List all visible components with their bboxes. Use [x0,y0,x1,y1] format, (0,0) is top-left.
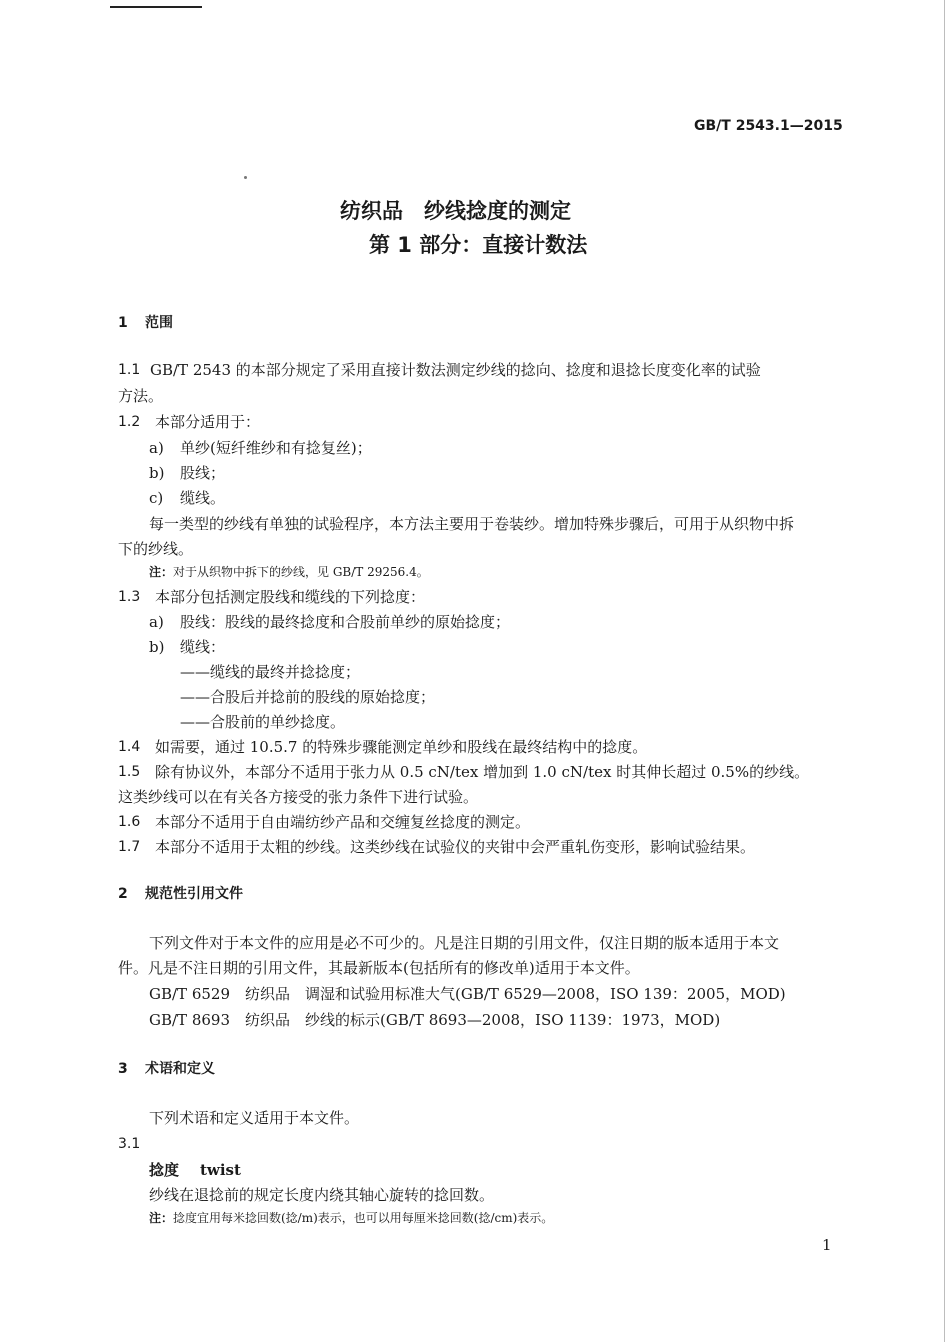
reference-item: GB/T 6529 纺织品 调湿和试验用标准大气(GB/T 6529—2008，ISO 139：2005，MOD) [149,985,786,1003]
clause-1-6-text: 本部分不适用于自由端纺纱产品和交缠复丝捻度的测定。 [155,813,531,831]
list-item-mark: b) [149,464,165,482]
scan-edge [944,0,945,1342]
dash-item: ——合股后并捻前的股线的原始捻度； [180,688,436,706]
note-text: 对于从织物中拆下的纱线，见 GB/T 29256.4。 [173,565,429,579]
clause-1-1-text: GB/T 2543 的本部分规定了采用直接计数法测定纱线的捻向、捻度和退捻长度变化率的试验 [150,361,761,379]
standard-code: GB/T 2543.1—2015 [694,118,843,134]
list-item: 单纱(短纤维纱和有捻复丝)； [180,439,372,457]
dash-item: ——合股前的单纱捻度。 [180,713,346,731]
page-number: 1 [822,1236,832,1254]
dash-item: ——缆线的最终并捻捻度； [180,663,361,681]
term-english: twist [200,1161,241,1179]
clause-1-4-text: 如需要，通过 10.5.7 的特殊步骤能测定单纱和股线在最终结构中的捻度。 [155,738,648,756]
section-1-title: 范围 [145,315,173,331]
clause-1-5-text-cont: 这类纱线可以在有关各方接受的张力条件下进行试验。 [118,788,479,806]
section-3-number: 3 [118,1061,128,1077]
clause-1-5-text: 除有协议外，本部分不适用于张力从 0.5 cN/tex 增加到 1.0 cN/tex 时其伸长超过 0.5%的纱线。 [155,763,810,781]
clause-1-4-number: 1.4 [118,739,141,755]
list-item-mark: b) [149,638,165,656]
section-1-number: 1 [118,315,128,331]
clause-1-2-number: 1.2 [118,414,141,430]
term-definition: 纱线在退捻前的规定长度内绕其轴心旋转的捻回数。 [149,1186,495,1204]
list-item-mark: a) [149,439,164,457]
list-item: 股线； [180,464,226,482]
note-label: 注： [149,1211,174,1225]
term-chinese: 捻度 [149,1161,180,1179]
list-item: 缆线。 [180,489,226,507]
references-paragraph: 下列文件对于本文件的应用是必不可少的。凡是注日期的引用文件，仅注日期的版本适用于本文 [149,934,780,952]
title-line-2: 第 1 部分：直接计数法 [369,233,588,257]
scope-paragraph: 每一类型的纱线有单独的试验程序，本方法主要用于卷装纱。增加特殊步骤后，可用于从织物中拆 [149,515,795,533]
clause-1-3-text: 本部分包括测定股线和缆线的下列捻度： [155,588,426,606]
reference-item: GB/T 8693 纺织品 纱线的标示(GB/T 8693—2008，ISO 1139：1973，MOD) [149,1011,721,1029]
note-label: 注： [149,565,174,579]
section-2-number: 2 [118,886,128,902]
clause-1-1-text-cont: 方法。 [118,387,164,405]
clause-1-3-number: 1.3 [118,589,141,605]
title-line-1: 纺织品 纱线捻度的测定 [340,199,571,223]
clause-1-6-number: 1.6 [118,814,141,830]
clause-1-1-number: 1.1 [118,362,141,378]
section-3-title: 术语和定义 [145,1061,215,1077]
list-item-mark: a) [149,613,164,631]
list-item: 缆线： [180,638,226,656]
scope-paragraph-cont: 下的纱线。 [118,540,194,558]
term-number: 3.1 [118,1136,141,1152]
section-2-title: 规范性引用文件 [145,886,243,902]
list-item-mark: c) [149,489,164,507]
clause-1-2-text: 本部分适用于： [155,413,261,431]
list-item: 股线：股线的最终捻度和合股前单纱的原始捻度； [180,613,511,631]
clause-1-5-number: 1.5 [118,764,141,780]
terms-paragraph: 下列术语和定义适用于本文件。 [149,1109,360,1127]
note-text: 捻度宜用每米捻回数(捻/m)表示，也可以用每厘米捻回数(捻/cm)表示。 [173,1211,554,1225]
top-rule [110,6,202,8]
scan-speck [244,176,247,179]
clause-1-7-number: 1.7 [118,839,141,855]
references-paragraph-cont: 件。凡是不注日期的引用文件，其最新版本(包括所有的修改单)适用于本文件。 [118,959,640,977]
clause-1-7-text: 本部分不适用于太粗的纱线。这类纱线在试验仪的夹钳中会严重轧伤变形，影响试验结果。 [155,838,756,856]
